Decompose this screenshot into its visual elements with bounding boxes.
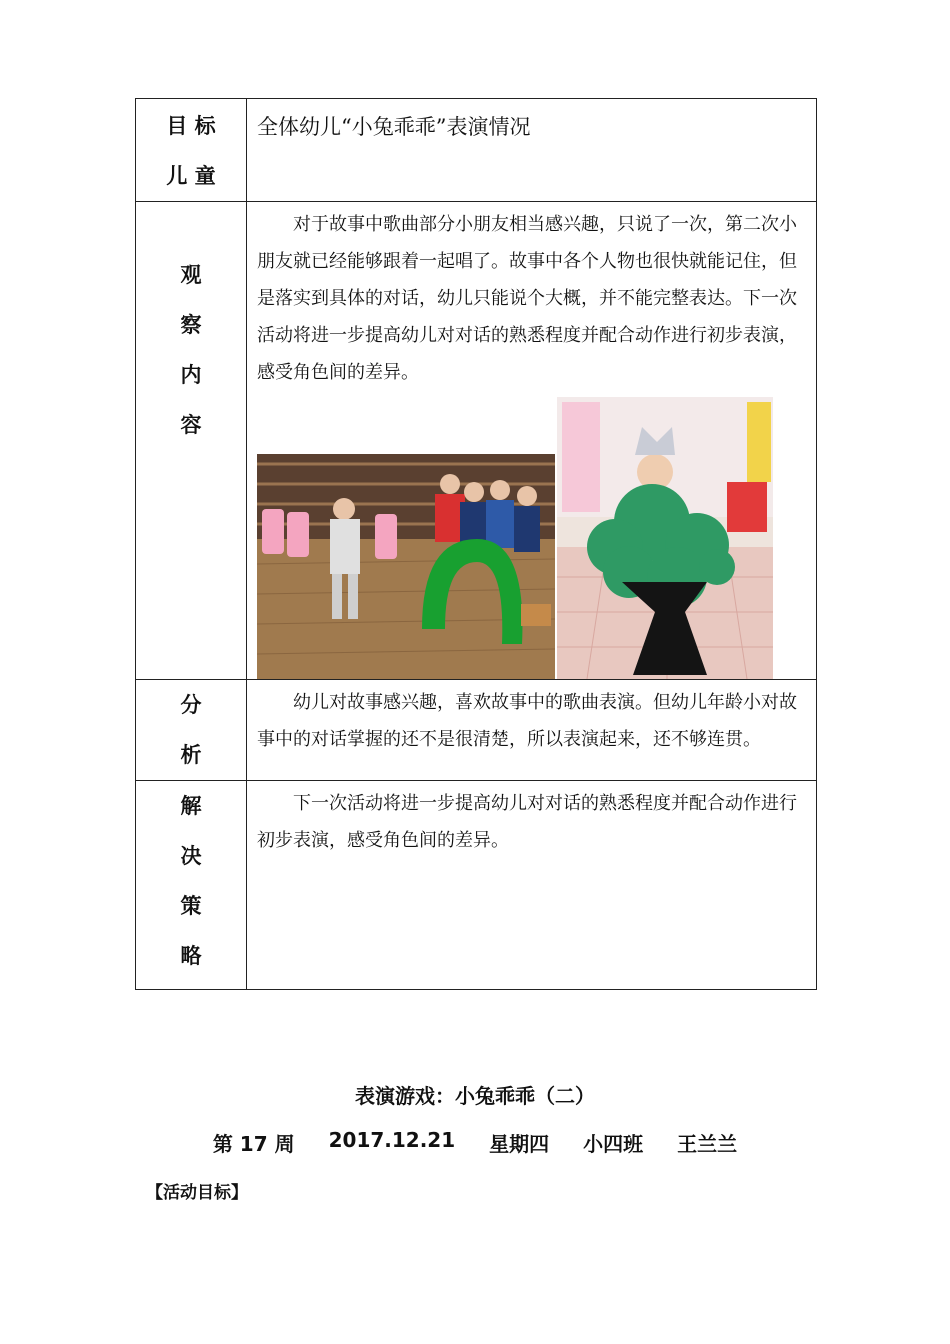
target-text: 全体幼儿“小兔乖乖”表演情况	[257, 115, 531, 139]
solution-label	[136, 781, 247, 990]
lesson-weekday: 星期四	[489, 1132, 550, 1156]
analysis-label	[136, 680, 247, 781]
analysis-text: 幼儿对故事感兴趣，喜欢故事中的歌曲表演。但幼儿年龄小对故事中的对话掌握的还不是很清楚，所以表演起来，还不够连贯。	[257, 692, 797, 750]
observation-label	[136, 202, 247, 680]
solution-content	[247, 781, 817, 990]
observation-record-table	[135, 98, 817, 990]
photo-child-tree-prop	[557, 397, 773, 679]
target-label-line: 目 标	[166, 114, 216, 138]
lesson-date: 2017.12.21	[328, 1128, 456, 1152]
lesson-week: 第 17 周	[212, 1132, 295, 1156]
solution-row	[136, 781, 817, 990]
lesson-class: 小四班	[583, 1132, 644, 1156]
solution-label-char: 略	[180, 944, 202, 968]
observation-label-char: 容	[180, 413, 202, 437]
analysis-label-char: 分	[180, 693, 202, 717]
observation-text: 对于故事中歌曲部分小朋友相当感兴趣，只说了一次，第二次小朋友就已经能够跟着一起唱了。故事中各个人物也很快就能记住，但是落实到具体的对话，幼儿只能说个大概，并不能完整表达。下一次活动将进一步提高幼儿对对话的熟悉程度并配合动作进行初步表演，感受角色间的差异。	[257, 214, 797, 383]
solution-label-char: 决	[180, 844, 202, 868]
analysis-label-char: 析	[180, 743, 202, 767]
target-row	[136, 99, 817, 202]
lesson-meta	[0, 1128, 950, 1157]
lesson-title: 表演游戏：小兔乖乖（二）	[355, 1084, 595, 1108]
observation-row	[136, 202, 817, 680]
target-label-line: 儿 童	[166, 164, 216, 188]
photo-children-performing	[257, 454, 555, 679]
lesson-teacher: 王兰兰	[677, 1132, 738, 1156]
target-content	[247, 99, 817, 202]
section-heading-goals: 【活动目标】	[146, 1183, 248, 1203]
photo-group	[257, 397, 808, 679]
target-label	[136, 99, 247, 202]
solution-text: 下一次活动将进一步提高幼儿对对话的熟悉程度并配合动作进行初步表演，感受角色间的差异。	[257, 793, 797, 851]
observation-content	[247, 202, 817, 680]
observation-label-char: 内	[180, 363, 202, 387]
observation-label-char: 观	[180, 263, 202, 287]
solution-label-char: 解	[180, 794, 202, 818]
analysis-row	[136, 680, 817, 781]
observation-label-char: 察	[180, 313, 202, 337]
solution-label-char: 策	[180, 894, 202, 918]
analysis-content	[247, 680, 817, 781]
